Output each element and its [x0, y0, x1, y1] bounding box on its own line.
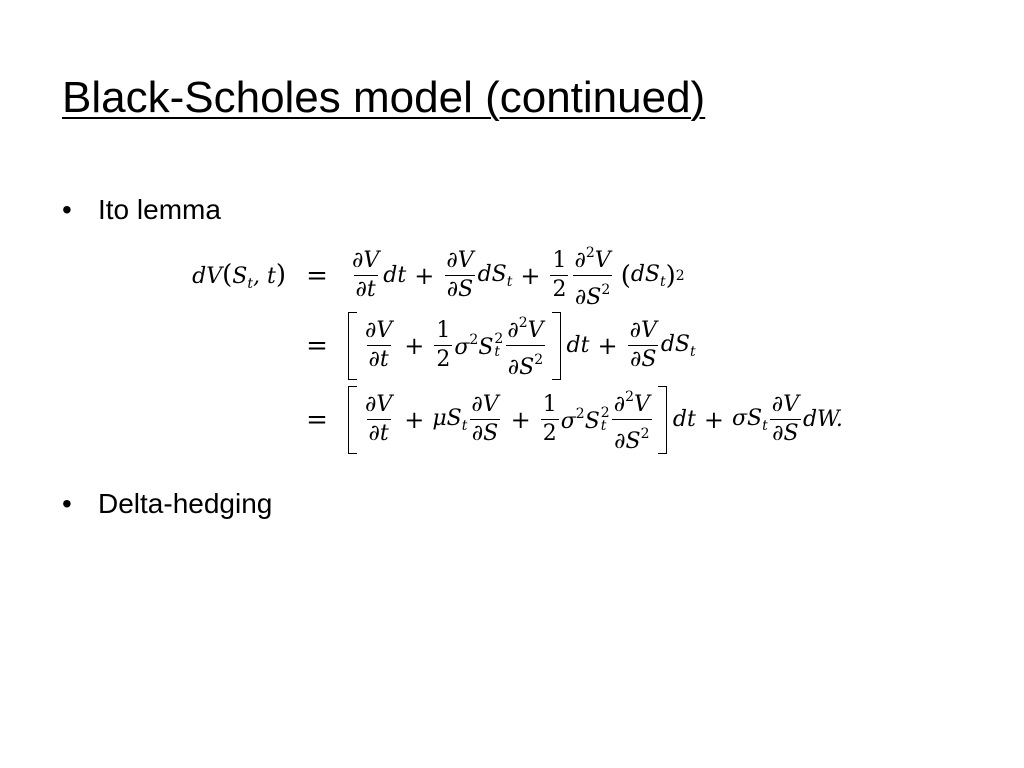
- bullet-marker: •: [62, 194, 72, 225]
- equation-line-1: $dV(S_t$, t) = $\frac{\partial V}{\partial t}$ dt + $\frac{\partial V}{\partial S}$ $dS_t$ + $\frac{1}{2}$ $\frac{\partial^2V}{\partial S^2}$ ( $dS_t$ ) 2: [160, 240, 940, 311]
- bullet-item-delta-hedging: [62, 488, 272, 520]
- equation-line-2: = $\frac{\partial V}{\partial t}$ + $\frac{1}{2}$ $\sigma^2S$ 2 t $\frac{\partial^2V}{\partial S^2}$ dt + $\frac{\partial V}{\partial S}$ $dS_t$: [160, 310, 940, 381]
- slide-title: Black-Scholes model (continued): [62, 73, 706, 122]
- equals-sign: =: [306, 404, 328, 435]
- equals-sign: =: [306, 260, 328, 291]
- equation-line-3: = $\frac{\partial V}{\partial t}$ + $\mu S_t$ $\frac{\partial V}{\partial S}$ + $\frac{1}{2}$ $\sigma^2S$ 2 t $\frac{\partial^2V}{\partial S^2}$ dt + $\sigma S_t$ $\frac{\partial V}{\partial S}$ dW.: [160, 384, 940, 455]
- equation-lhs: $dV(S_t$, t): [192, 259, 286, 292]
- equals-sign: =: [306, 330, 328, 361]
- bullet-item-ito-lemma: [62, 194, 221, 226]
- bullet-text: Ito lemma: [98, 194, 221, 225]
- bullet-text: Delta-hedging: [98, 488, 273, 519]
- bullet-marker: •: [62, 488, 72, 519]
